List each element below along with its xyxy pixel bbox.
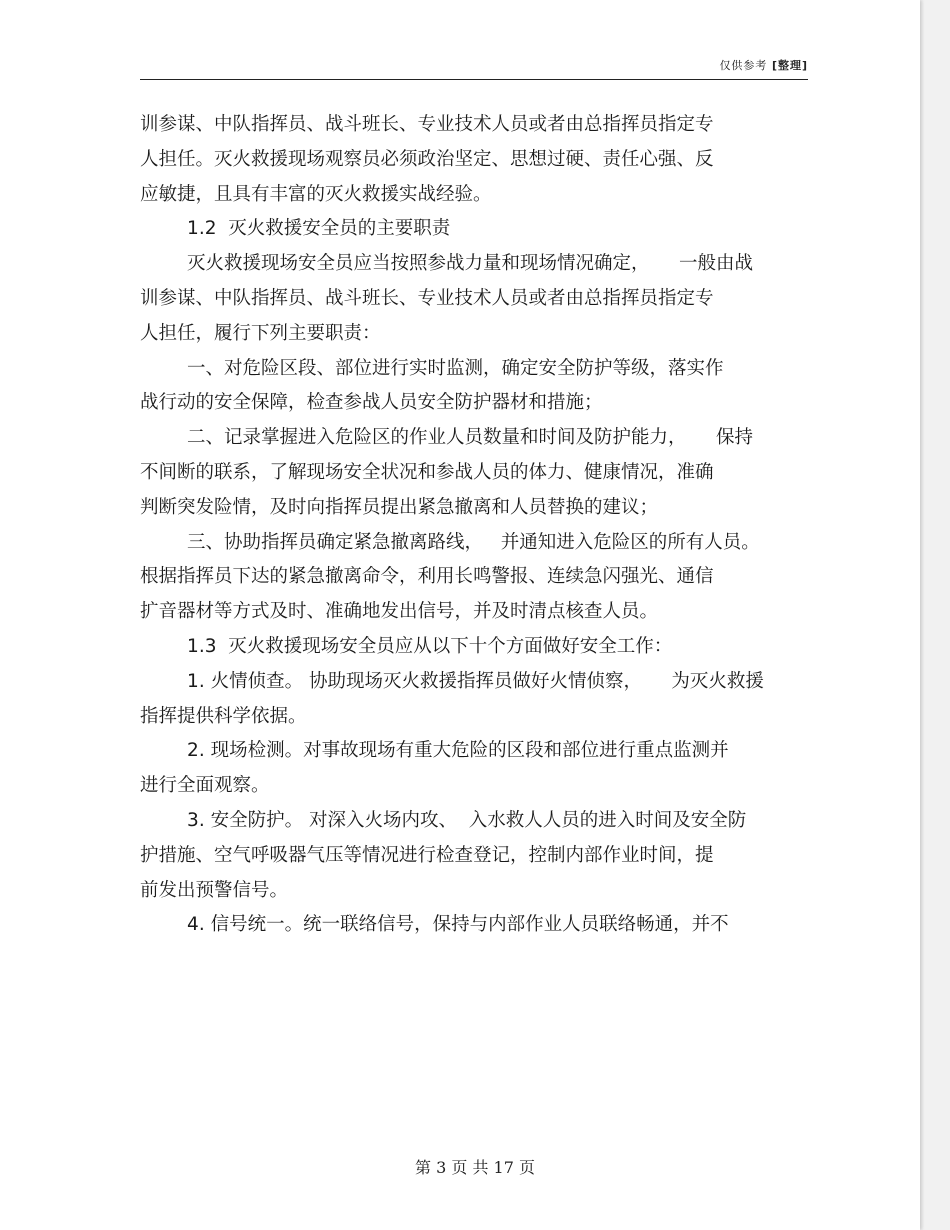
- text-line: 一、对危险区段、部位进行实时监测，确定安全防护等级，落实作: [140, 357, 724, 379]
- text-line: 进行全面观察。: [140, 775, 270, 797]
- header-tag: [整理]: [771, 59, 808, 72]
- text-line: 护措施、空气呼吸器气压等情况进行检查登记，控制内部作业时间，提: [140, 844, 714, 866]
- text-line: 根据指挥员下达的紧急撤离命令，利用长鸣警报、连续急闪强光、通信: [140, 566, 714, 588]
- text-line: 3. 安全防护。 对深入火场内攻、 入水救人人员的进入时间及安全防: [140, 809, 747, 831]
- text-line: 人担任。灭火救援现场观察员必须政治坚定、思想过硬、责任心强、反: [140, 148, 714, 170]
- text-line: 不间断的联系，了解现场安全状况和参战人员的体力、健康情况，准确: [140, 461, 714, 483]
- text-line: 1.3 灭火救援现场安全员应从以下十个方面做好安全工作：: [140, 635, 673, 657]
- text-line: 1.2 灭火救援安全员的主要职责: [140, 218, 451, 240]
- text-line: 战行动的安全保障，检查参战人员安全防护器材和措施；: [140, 392, 603, 414]
- text-line: 灭火救援现场安全员应当按照参战力量和现场情况确定， 一般由战: [140, 253, 753, 275]
- text-line: 训参谋、中队指挥员、战斗班长、专业技术人员或者由总指挥员指定专: [140, 287, 714, 309]
- text-line: 人担任，履行下列主要职责：: [140, 322, 381, 344]
- text-line: 2. 现场检测。对事故现场有重大危险的区段和部位进行重点监测并: [140, 740, 729, 762]
- text-line: 扩音器材等方式及时、准确地发出信号，并及时清点核查人员。: [140, 601, 659, 623]
- text-line: 前发出预警信号。: [140, 879, 289, 901]
- text-line: 应敏捷，且具有丰富的灭火救援实战经验。: [140, 183, 492, 205]
- text-line: 二、记录掌握进入危险区的作业人员数量和时间及防护能力， 保持: [140, 427, 753, 449]
- text-line: 指挥提供科学依据。: [140, 705, 307, 727]
- text-line: 判断突发险情，及时向指挥员提出紧急撤离和人员替换的建议；: [140, 496, 659, 518]
- text-line: 三、协助指挥员确定紧急撤离路线， 并通知进入危险区的所有人员。: [140, 531, 760, 553]
- text-line: 训参谋、中队指挥员、战斗班长、专业技术人员或者由总指挥员指定专: [140, 114, 714, 135]
- text-line: 1. 火情侦查。 协助现场灭火救援指挥员做好火情侦察， 为灭火救援: [140, 670, 764, 692]
- header-text: [719, 57, 808, 73]
- text-line: 4. 信号统一。统一联络信号，保持与内部作业人员联络畅通，并不: [140, 914, 729, 936]
- body-text: [140, 108, 820, 943]
- page-header: [140, 55, 808, 80]
- page-footer: 第 3 页 共 17 页: [415, 1158, 535, 1177]
- header-label: 仅供参考: [719, 59, 768, 72]
